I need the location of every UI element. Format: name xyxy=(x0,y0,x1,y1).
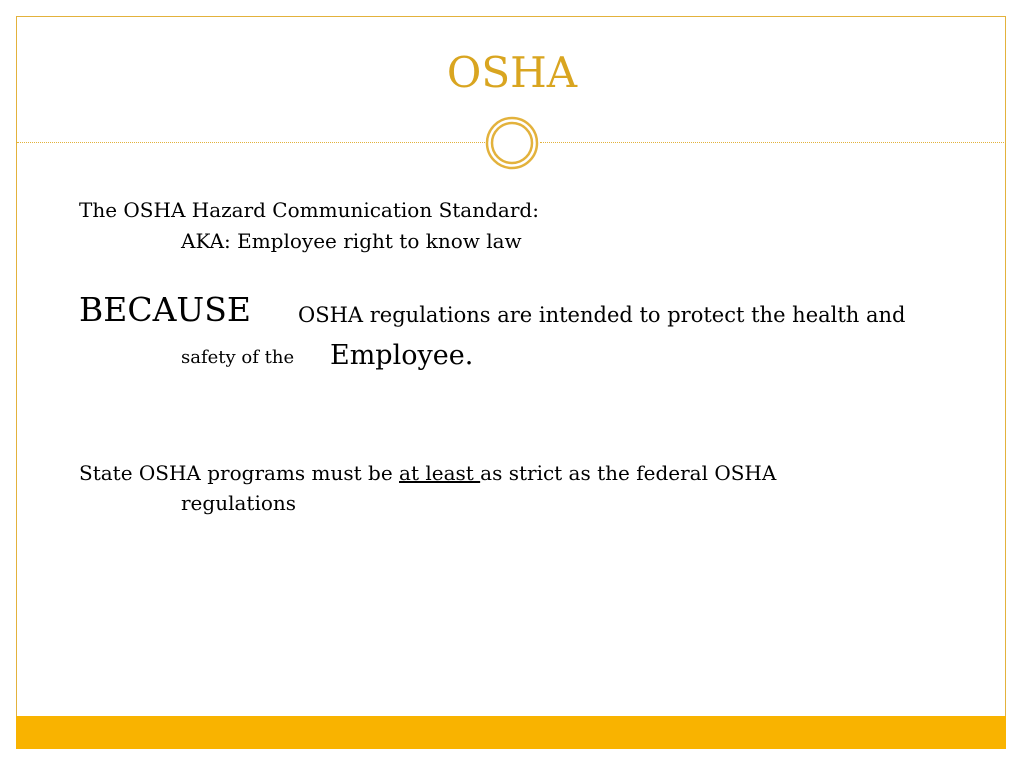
employee-word: Employee. xyxy=(330,340,474,371)
title-divider-left xyxy=(17,142,485,143)
slide-title: OSHA xyxy=(446,48,578,97)
because-rest-text: OSHA regulations are intended to protect the health and xyxy=(298,303,906,327)
circle-ornament-icon xyxy=(484,115,540,171)
state-emphasis: at least xyxy=(399,461,481,485)
state-prefix: State OSHA programs must be xyxy=(79,461,400,485)
aka-line: AKA: Employee right to know law xyxy=(181,229,522,253)
hazard-standard-line: The OSHA Hazard Communication Standard: xyxy=(79,198,539,222)
state-programs-line xyxy=(79,461,776,485)
safety-text: safety of the xyxy=(181,347,295,368)
because-word: BECAUSE xyxy=(79,290,251,329)
title-divider-right xyxy=(540,142,1006,143)
regulations-line: regulations xyxy=(181,491,297,515)
state-suffix: as strict as the federal OSHA xyxy=(480,461,777,485)
footer-accent-bar xyxy=(16,716,1006,749)
